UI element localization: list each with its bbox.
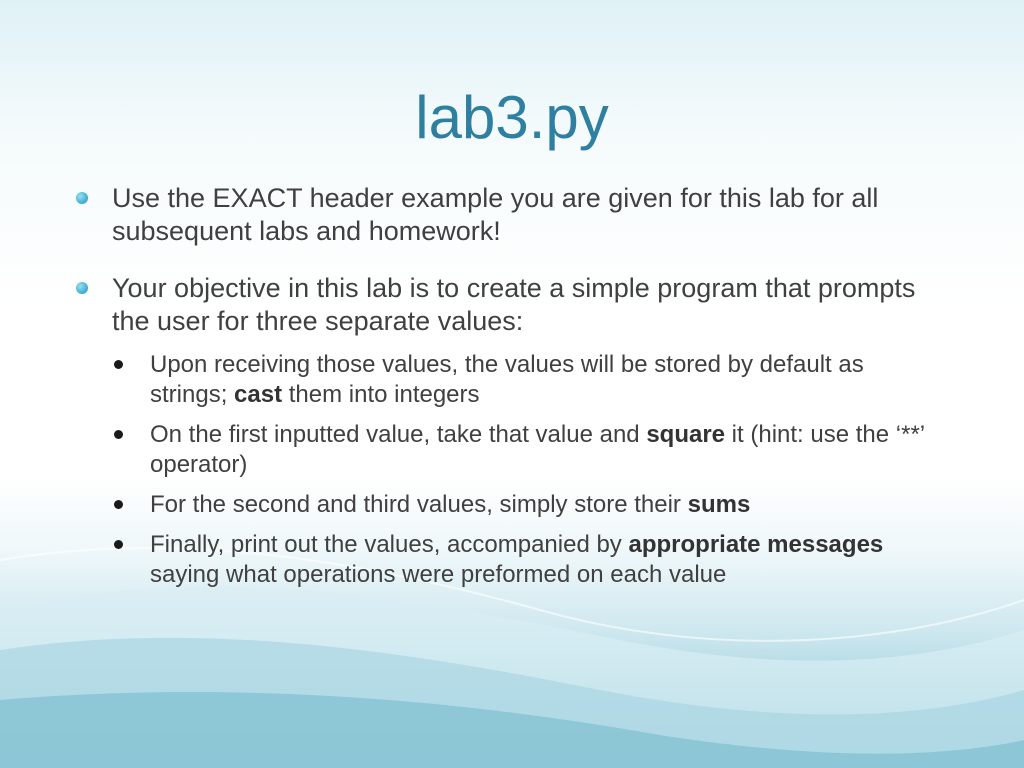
sub-bullet-text: Finally, print out the values, accompanied by	[150, 531, 629, 558]
bold-keyword: sums	[687, 491, 751, 518]
bullet-text: Use the EXACT header example you are given for this lab for all subsequent labs and homework!	[112, 183, 879, 246]
sub-bullet-text: On the first inputted value, take that value and	[150, 421, 647, 448]
slide-title: lab3.py	[415, 84, 609, 151]
sub-bullet-dot-icon	[114, 540, 123, 549]
sub-bullet-item-print	[112, 530, 942, 590]
bold-keyword: appropriate messages	[628, 531, 884, 558]
bullet-item-objective	[72, 272, 942, 590]
bullet-dot-icon	[76, 192, 88, 204]
sub-bullet-dot-icon	[114, 360, 123, 369]
sub-bullet-item-cast	[112, 350, 942, 410]
bold-keyword: square	[646, 421, 726, 448]
bullet-item-header	[72, 182, 942, 248]
sub-bullet-item-square	[112, 420, 942, 480]
sub-bullet-dot-icon	[114, 430, 123, 439]
sub-bullet-item-sums	[112, 490, 942, 520]
bullet-text: Your objective in this lab is to create a simple program that prompts the user for three separate values:	[112, 273, 916, 336]
sub-bullet-text: For the second and third values, simply store their	[150, 491, 688, 518]
bullet-dot-icon	[76, 282, 88, 294]
sub-bullet-text: it (hint: use the ‘**’ operator)	[150, 421, 925, 478]
sub-bullet-text: Upon receiving those values, the values will be stored by default as strings;	[150, 351, 864, 408]
sub-bullet-text: them into integers	[282, 381, 480, 408]
sub-bullet-dot-icon	[114, 500, 123, 509]
sub-bullet-list	[112, 350, 942, 590]
bold-keyword: cast	[234, 381, 283, 408]
sub-bullet-text: saying what operations were preformed on each value	[150, 561, 727, 588]
bullet-list	[72, 182, 942, 614]
